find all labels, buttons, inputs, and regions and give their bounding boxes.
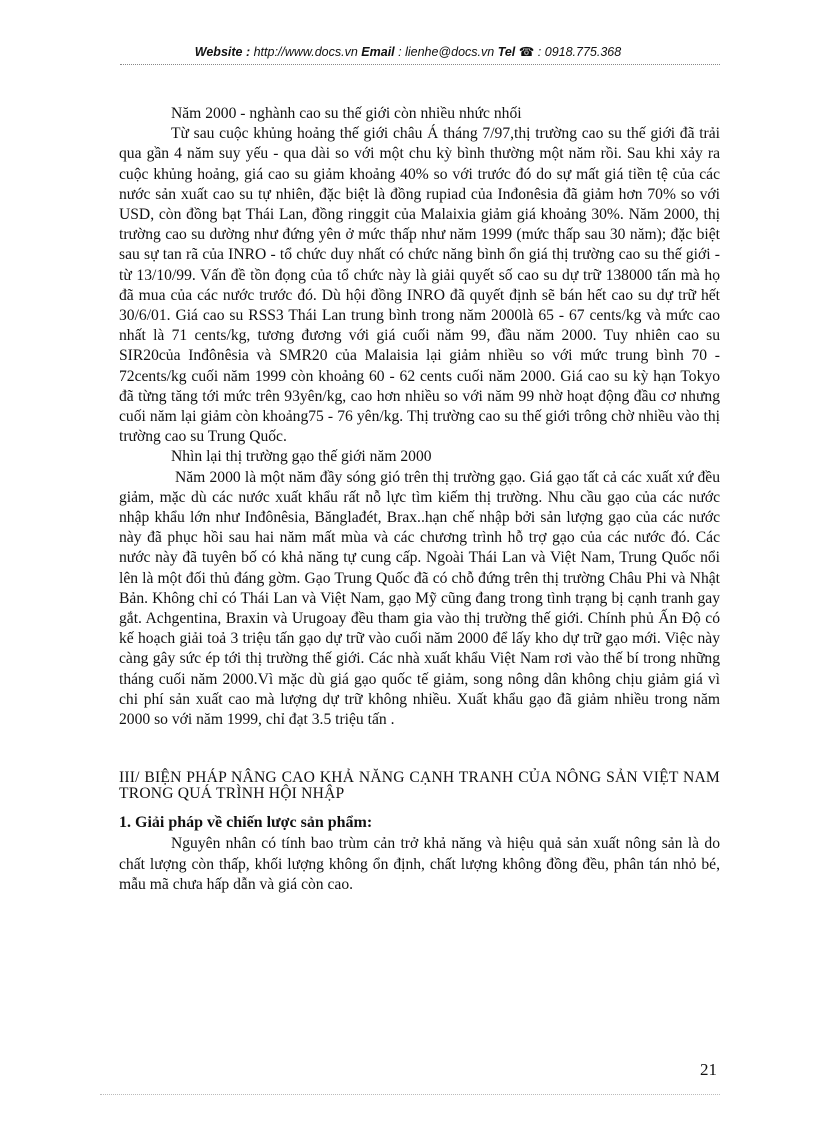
subsection-title: 1. Giải pháp về chiến lược sản phẩm: [119, 814, 373, 832]
footer-divider [100, 1094, 720, 1095]
paragraph-rice-heading: Nhìn lại thị trường gạo thế giới năm 2000 [171, 448, 432, 466]
website-label: Website : [194, 45, 251, 59]
email-value[interactable]: : lienhe@docs.vn [394, 45, 498, 59]
document-body [119, 104, 720, 895]
tel-value: : 0918.775.368 [534, 45, 622, 59]
paragraph-rubber-heading: Năm 2000 - nghành cao su thế giới còn nhiều nhức nhối [171, 105, 522, 122]
page-header [0, 44, 816, 59]
website-url[interactable]: http://www.docs.vn [250, 45, 362, 59]
tel-label: Tel ☎ [497, 45, 535, 59]
paragraph-product-strategy: Nguyên nhân có tính bao trùm cản trở khả năng và hiệu quả sản xuất nông sản là do chất lượng còn thấp, khối lượng không ổn định, chất lượng không đồng đều, phân tán nhỏ bé, mẫu mã chưa hấp dẫn và giá còn cao. [119, 835, 720, 893]
page-number: 21 [700, 1060, 717, 1079]
paragraph-rubber-market: Từ sau cuộc khủng hoảng thế giới châu Á tháng 7/97,thị trường cao su thế giới đã trải qua gần 4 năm suy yếu - qua dài so với một chu kỳ bình thường một năm rồi. Sau khi xảy ra cuộc khủng hoảng, giá cao su giảm khoảng 40% so với trước đó do sự mất giá tiền tệ của các nước sản xuất cao su tự nhiên, đặc biệt là đồng rupiad của Inđonêsia đã giảm hơn 70% so với USD, còn đồng bạt Thái Lan, đồng ringgit của Malaixia giảm giá khoảng 30%. Năm 2000, thị trường cao su dường như đứng yên ở mức thấp như năm 1999 (mức thấp sau 30 năm); đặc biệt sau sự tan rã của INRO - tổ chức duy nhất có chức năng bình ổn giá thị trường cao su thế giới - từ 13/10/99. Vấn đề tồn đọng của tổ chức này là giải quyết số cao su dự trữ 138000 tấn mà họ đã mua của các nước trước đó. Dù hội đồng INRO đã quyết định sẽ bán hết cao su dự trữ hết 30/6/01. Giá cao su RSS3 Thái Lan trung bình trong năm 2000là 65 - 67 cents/kg và mức cao nhất là 71 cents/kg, tương đương với giá cuối năm 99, đầu năm 2000. Tuy nhiên cao su SIR20của Inđônêsia và SMR20 của Malaisia lại giảm nhiều so với mức trung bình 70 - 72cents/kg cuối năm 1999 còn khoảng 60 - 62 cents cuối năm 2000. Giá cao su kỳ hạn Tokyo đã từng tăng tới mức trên 93yên/kg, cao hơn nhiều so với năm 99 nhờ hoạt động đầu cơ nhưng cuối năm lại giảm còn khoảng75 - 76 yên/kg. Thị trường cao su thế giới trông chờ nhiều vào thị trường cao su Trung Quốc. [119, 125, 720, 446]
header-divider [120, 64, 720, 65]
section-title: III/ BIỆN PHÁP NÂNG CAO KHẢ NĂNG CẠNH TRANH CỦA NÔNG SẢN VIỆT NAM TRONG QUÁ TRÌNH HỘI NHẬP [119, 769, 720, 803]
email-label: Email [361, 45, 395, 59]
paragraph-rice-market: Năm 2000 là một năm đầy sóng gió trên thị trường gạo. Giá gạo tất cả các xuất xứ đều giảm, mặc dù các nước xuất khẩu rất nỗ lực tìm kiếm thị trường. Nhu cầu gạo của các nước nhập khẩu lớn như Inđônêsia, Bănglađét, Brax..hạn chế nhập bởi sản lượng gạo của các nước này đã phục hồi sau hai năm mất mùa và các chương trình hỗ trợ gạo của các nước đó. Các nước này đã tuyên bố có khả năng tự cung cấp. Ngoài Thái Lan và Việt Nam, Trung Quốc nổi lên là một đối thủ đáng gờm. Gạo Trung Quốc đã có chỗ đứng trên thị trường Châu Phi và Nhật Bản. Không chỉ có Thái Lan và Việt Nam, gạo Mỹ cũng đang trong tình trạng bị cạnh tranh gay gắt. Achgentina, Braxin và Urugoay đều tham gia vào thị trường thế giới. Chính phủ Ấn Độ có kế hoạch giải toả 3 triệu tấn gạo dự trữ vào cuối năm 2000 để lấy kho dự trữ gạo mới. Việc này càng gây sức ép tới thị trường thế giới. Các nhà xuất khẩu Việt Nam rơi vào thế bí trong những tháng cuối năm 2000.Vì mặc dù giá gạo quốc tế giảm, song nông dân không chịu giảm giá vì chi phí sản xuất cao mà lượng dự trữ không nhiều. Xuất khẩu gạo đã giảm nhiều trong năm 2000 so với năm 1999, chỉ đạt 3.5 triệu tấn . [119, 468, 720, 729]
